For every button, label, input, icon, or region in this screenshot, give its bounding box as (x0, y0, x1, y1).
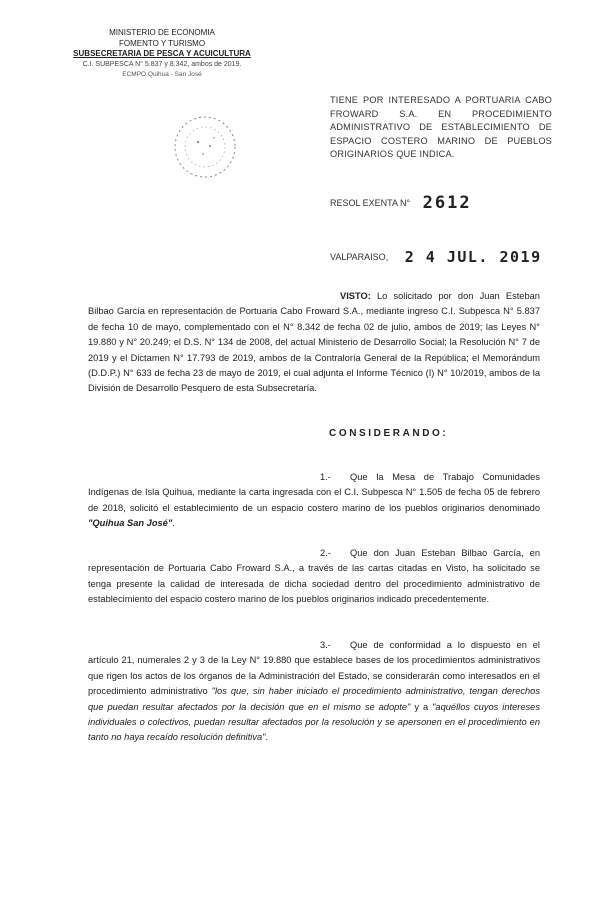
ecmpo-name: "Quihua San José" (88, 518, 173, 529)
paragraph-text-end: . (265, 732, 269, 743)
paragraph-number: 1.- (320, 472, 331, 482)
document-title: TIENE POR INTERESADO A PORTUARIA CABO FROWARD S.A. EN PROCEDIMIENTO ADMINISTRATIVO DE ESTABLECIMIENTO DE ESPACIO COSTERO MARINO DE PUEBLOS ORIGINARIOS QUE INDICA. (330, 95, 552, 159)
resolution-line (330, 193, 472, 213)
quoted-law-text-1: "los que, sin haber iniciado el procedimiento administrativo, tengan derechos que puedan resultar afectados por la decisión que en el mismo se adopte" (88, 686, 540, 712)
letterhead-ecmpo: ECMPO Quihua - San José (122, 71, 202, 78)
resolution-label: RESOL EXENTA N° (330, 198, 411, 208)
paragraph-text-end: . (172, 518, 175, 529)
date-value: 2 4 JUL. 2019 (404, 248, 542, 266)
considerando-paragraph-2 (88, 546, 540, 608)
considerando-heading: CONSIDERANDO: (329, 428, 449, 439)
seal-stamp-icon (170, 112, 240, 182)
paragraph-connector: y a (410, 701, 433, 712)
letterhead-ministry: MINISTERIO DE ECONOMIA (109, 28, 215, 37)
letterhead (62, 28, 262, 81)
considerando-paragraph-1 (88, 470, 540, 532)
date-line (330, 248, 542, 266)
resolution-number: 2612 (422, 193, 472, 213)
visto-paragraph (88, 289, 540, 397)
date-city: VALPARAISO, (330, 252, 389, 262)
quoted-law-text-2: "aquéllos cuyos intereses individuales o colectivos, puedan resultar afectados por la resolución y se apersonen en el procedimiento en tanto no haya recaído resolución definitiva" (88, 701, 540, 743)
visto-label: VISTO: (340, 291, 371, 301)
paragraph-text: Que de conformidad a lo dispuesto en el artículo 21, numerales 2 y 3 de la Ley N° 19.880 que establece bases de los procedimientos administrativos que rigen los actos de los órganos de la Administración del Estado, se considerarán como interesados en el procedimiento administrativo (88, 640, 540, 697)
considerando-paragraph-3 (88, 638, 540, 746)
letterhead-ministry-sub: FOMENTO Y TURISMO (118, 38, 206, 48)
visto-text: Lo solicitado por don Juan Esteban Bilbao García en representación de Portuaria Cabo Froward S.A., mediante ingreso C.I. Subpesca N° 5.837 de fecha 10 de mayo, complementado con el N° 8.342 de fecha 02 de julio, ambos de 2019; las Leyes N° 19.880 y N° 20.249; el D.S. N° 134 de 2008, del actual Ministerio de Desarrollo Social; la Resolución N° 7 de 2019 y el Dictamen N° 17.793 de 2019, ambos de la Contraloría General de la República; el Memorándum (D.D.P.) N° 633 de fecha 23 de mayo de 2019, el cual adjunta el Informe Técnico (I) N° 10/2019, ambos de la División de Desarrollo Pesquero de esta Subsecretaría. (88, 291, 540, 394)
paragraph-number: 2.- (320, 548, 331, 558)
paragraph-text: Que don Juan Esteban Bilbao García, en representación de Portuaria Cabo Froward S.A., a través de las cartas citadas en Visto, ha solicitado se tenga presente la calidad de interesada de dicha sociedad dentro del procedimiento administrativo de establecimiento del espacio costero marino de los pueblos originarios indicado precedentemente. (88, 548, 540, 605)
paragraph-text: Que la Mesa de Trabajo Comunidades Indígenas de Isla Quihua, mediante la carta ingresada con el C.I. Subpesca N° 1.505 de fecha 05 de febrero de 2018, solicitó el establecimiento de un espacio costero marino de los pueblos originarios denominado (88, 472, 540, 513)
letterhead-reference: C.I. SUBPESCA N° 5.837 y 8.342, ambos de 2019. (82, 60, 242, 68)
paragraph-number: 3.- (320, 640, 331, 650)
letterhead-subsecretaria: SUBSECRETARIA DE PESCA Y ACUICULTURA (73, 49, 251, 58)
